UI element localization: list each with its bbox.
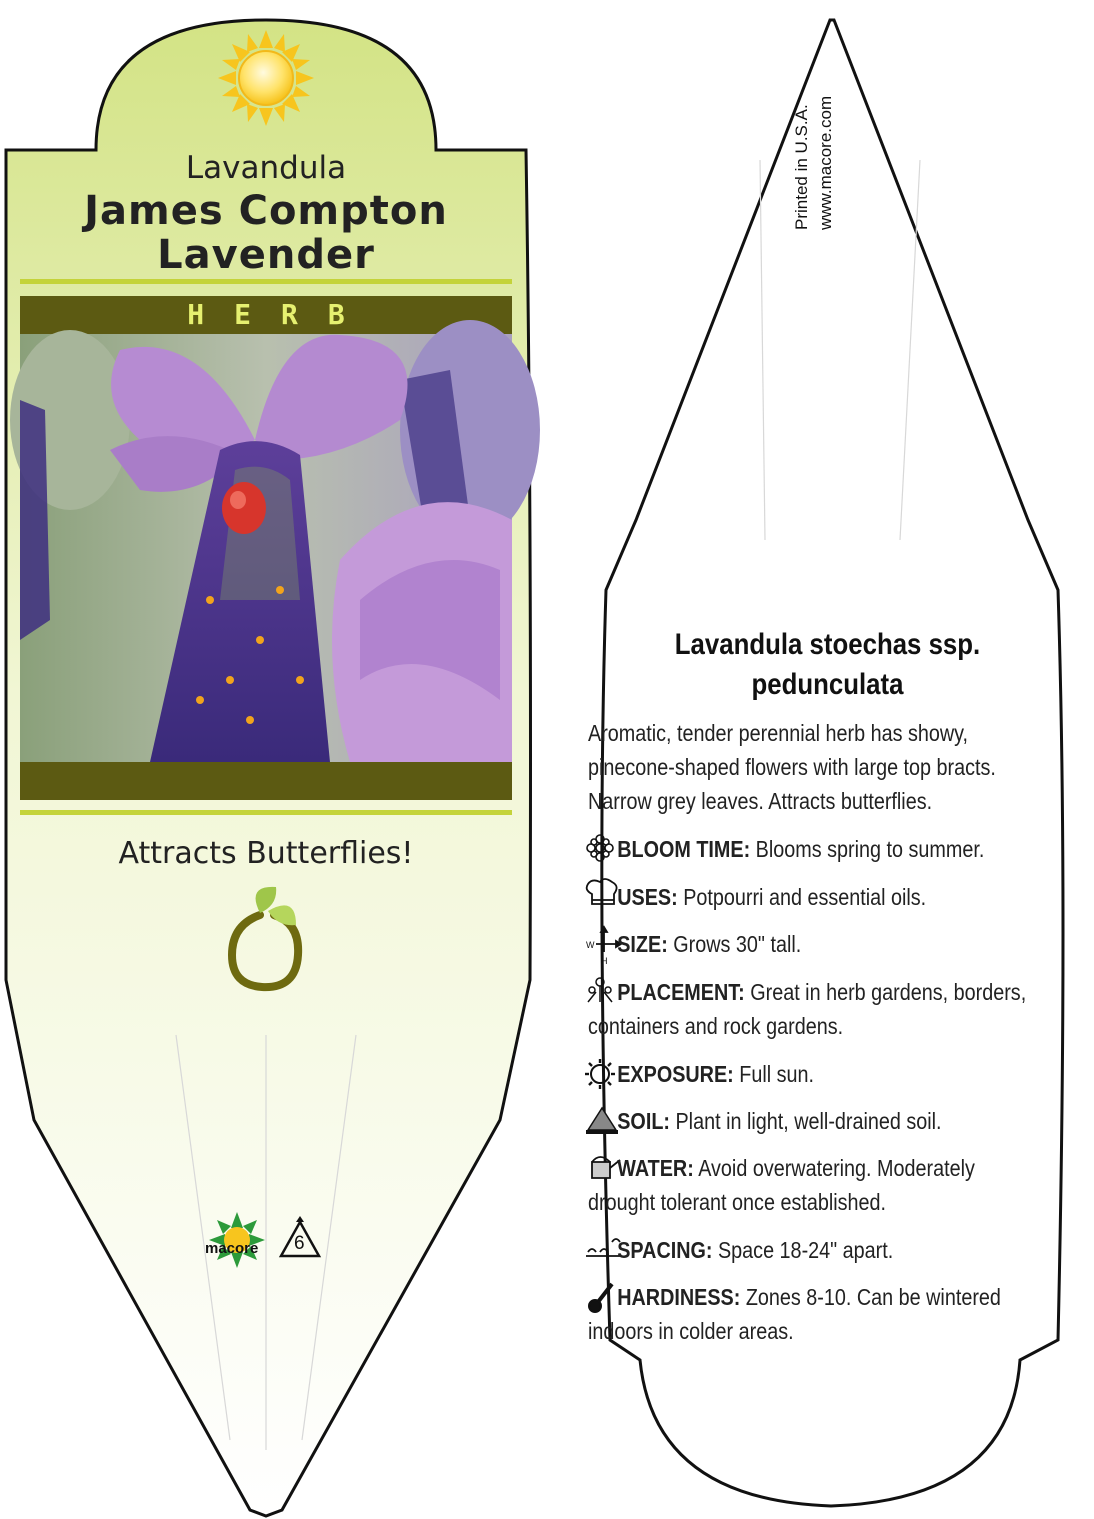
botanical-name-line2: pedunculata (751, 668, 904, 701)
info-label: PLACEMENT: (617, 979, 745, 1005)
svg-text:H: H (601, 956, 608, 966)
plant-category: HERB (187, 298, 375, 331)
description-line: pinecone-shaped flowers with large top bracts. (588, 754, 996, 780)
plant-description (588, 716, 1058, 818)
recycle-code: 6 (294, 1233, 305, 1254)
lavender-photo (10, 320, 540, 762)
info-label: SOIL: (617, 1108, 670, 1134)
sun-icon (218, 30, 314, 126)
plant-name-line1: James Compton (84, 188, 448, 234)
info-size (588, 927, 1078, 961)
info-value: Avoid overwatering. Moderately (698, 1155, 975, 1181)
tagline: Attracts Butterflies! (118, 836, 414, 871)
info-label: WATER: (617, 1155, 694, 1181)
info-value: Full sun. (739, 1061, 815, 1087)
printed-line1: Printed in U.S.A. (792, 104, 811, 230)
info-value: Great in herb gardens, borders, (750, 979, 1027, 1005)
info-soil (588, 1104, 1078, 1138)
info-exposure (588, 1057, 1078, 1091)
info-value: Grows 30" tall. (673, 931, 802, 957)
info-label: SIZE: (617, 931, 668, 957)
info-bloom-time (588, 832, 1078, 866)
plant-genus: Lavandula (185, 150, 347, 186)
printed-info (790, 96, 838, 230)
info-label: SPACING: (617, 1237, 713, 1263)
svg-text:W: W (586, 940, 595, 950)
info-value: Space 18-24" apart. (717, 1237, 894, 1263)
botanical-name-line1: Lavandula stoechas ssp. (674, 628, 981, 661)
info-label: USES: (617, 884, 678, 910)
info-water (588, 1151, 1078, 1219)
printed-url: www.macore.com (816, 95, 835, 230)
info-value: containers and rock gardens. (588, 1013, 844, 1039)
info-placement (588, 975, 1078, 1043)
info-value: Potpourri and essential oils. (683, 884, 927, 910)
plant-name-line2: Lavender (157, 232, 375, 278)
info-value: Zones 8-10. Can be wintered (745, 1284, 1001, 1310)
description-line: Aromatic, tender perennial herb has showy, (588, 720, 969, 746)
info-value: Blooms spring to summer. (755, 836, 985, 862)
info-hardiness (588, 1280, 1078, 1348)
info-uses (588, 880, 1078, 914)
info-label: HARDINESS: (617, 1284, 741, 1310)
brand-name: macore (205, 1240, 259, 1257)
info-value: drought tolerant once established. (588, 1189, 887, 1215)
info-label: EXPOSURE: (617, 1061, 734, 1087)
info-label: BLOOM TIME: (617, 836, 751, 862)
info-value: Plant in light, well-drained soil. (675, 1108, 942, 1134)
info-spacing (588, 1233, 1078, 1267)
info-value: indoors in colder areas. (588, 1318, 794, 1344)
description-line: Narrow grey leaves. Attracts butterflies. (588, 788, 933, 814)
